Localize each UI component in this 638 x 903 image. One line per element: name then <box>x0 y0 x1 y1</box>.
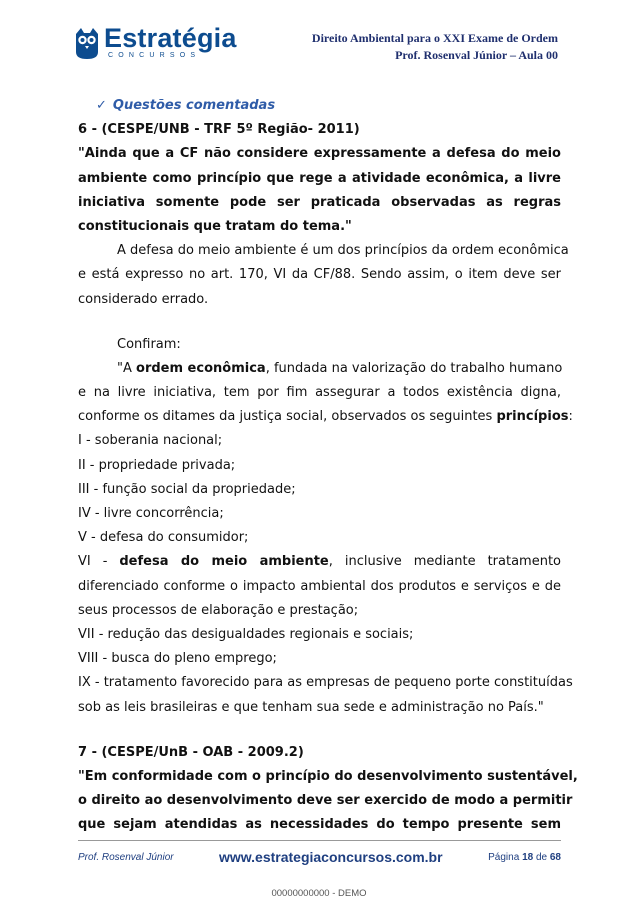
principle-item: I - soberania nacional; <box>78 433 223 449</box>
question-7-title: 7 - (CESPE/UnB - OAB - 2009.2) <box>78 744 304 760</box>
q6-comment-line: A defesa do meio ambiente é um dos princípios da ordem econômica <box>117 243 569 259</box>
brand-subtitle: CONCURSOS <box>108 52 201 59</box>
owl-logo-icon <box>74 28 100 60</box>
demo-watermark: 00000000000 - DEMO <box>271 888 367 899</box>
principle-item: IX - tratamento favorecido para as empresas de pequeno porte constituídas <box>78 675 573 691</box>
q6-statement-line: iniciativa somente pode ser praticada observadas as regras <box>78 194 561 210</box>
estrategia-logo <box>74 23 237 62</box>
professor-class: Prof. Rosenval Júnior – Aula 00 <box>395 48 558 62</box>
principle-item: VIII - busca do pleno emprego; <box>78 651 277 667</box>
course-title: Direito Ambiental para o XXI Exame de Ordem <box>311 31 558 45</box>
footer-author: Prof. Rosenval Júnior <box>78 852 174 863</box>
principle-item: III - função social da propriedade; <box>78 481 296 497</box>
brand-name: Estratégia <box>104 23 237 53</box>
quote-line: e na livre iniciativa, tem por fim assegurar a todos existência digna, <box>78 385 561 401</box>
page-content <box>78 94 578 837</box>
q7-statement-line: o direito ao desenvolvimento deve ser exercido de modo a permitir <box>78 793 573 809</box>
q7-statement-line: "Em conformidade com o princípio do desenvolvimento sustentável, <box>78 768 578 784</box>
principle-item: II - propriedade privada; <box>78 457 236 473</box>
footer-website-link[interactable]: www.estrategiaconcursos.com.br <box>219 849 443 865</box>
quote-line: "A ordem econômica, fundada na valorização do trabalho humano <box>117 360 563 376</box>
q6-comment-line: e está expresso no art. 170, VI da CF/88. Sendo assim, o item deve ser <box>78 267 561 283</box>
principle-item-vi-cont: seus processos de elaboração e prestação; <box>78 602 359 618</box>
principle-item: IV - livre concorrência; <box>78 506 224 521</box>
principle-item-vi: VI - defesa do meio ambiente, inclusive mediante tratamento <box>78 554 561 570</box>
q6-statement-line: ambiente como princípio que rege a atividade econômica, a livre <box>78 170 561 186</box>
principle-item: VII - redução das desigualdades regionais e sociais; <box>78 626 414 642</box>
checkmark-icon: ✓ <box>96 98 107 113</box>
quote-line: conforme os ditames da justiça social, observados os seguintes princípios: <box>78 409 573 425</box>
q6-statement-line: constitucionais que tratam do tema." <box>78 218 352 234</box>
q7-statement-line: que sejam atendidas as necessidades do tempo presente sem <box>78 817 561 833</box>
confiram-label: Confiram: <box>117 336 181 352</box>
footer-divider <box>78 840 561 841</box>
principle-item-vi-cont: diferenciado conforme o impacto ambiental dos produtos e serviços e de <box>78 578 561 594</box>
q6-comment-line: considerado errado. <box>78 291 209 307</box>
page-footer <box>78 849 561 868</box>
principle-item: sob as leis brasileiras e que tenham sua sede e administração no País." <box>78 699 544 715</box>
q6-statement-line: "Ainda que a CF não considere expressamente a defesa do meio <box>78 146 561 162</box>
page-number: Página 18 de 68 <box>488 852 561 863</box>
question-6-title: 6 - (CESPE/UNB - TRF 5º Região- 2011) <box>78 122 360 138</box>
section-title: ✓ Questões comentadas <box>96 98 276 113</box>
principle-item: V - defesa do consumidor; <box>78 530 249 546</box>
